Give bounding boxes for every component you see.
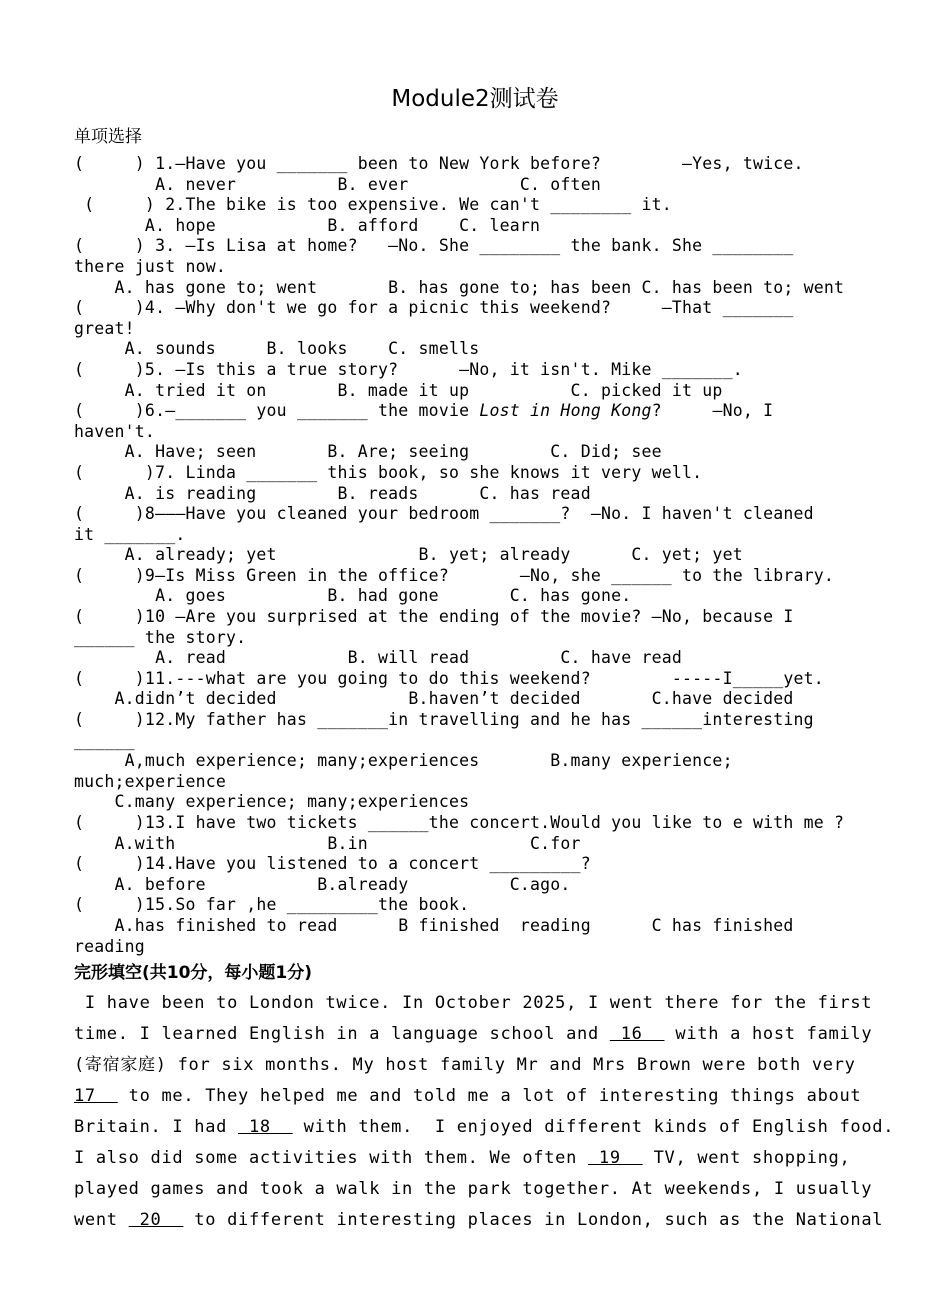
passage-line: (寄宿家庭) for six months. My host family Mr and Mrs Brown were both very — [74, 1055, 856, 1075]
passage-text: I also did some activities with them. We often — [74, 1148, 588, 1168]
question-9-options: A. goes B. had gone C. has gone. — [74, 586, 632, 606]
question-13-options: A.with B.in C.for — [74, 833, 581, 853]
question-8-options: A. already; yet B. yet; already C. yet; yet — [74, 545, 743, 565]
question-6-text: ( )6.—_______ you _______ the movie — [74, 401, 480, 421]
question-6 — [74, 401, 874, 422]
question-1: ( ) 1.—Have you _______ been to New York before? —Yes, twice. — [74, 154, 804, 173]
passage-text: Britain. I had — [74, 1117, 239, 1137]
question-5-options: A. tried it on B. made it up C. picked it up — [74, 380, 723, 400]
movie-title: Lost in Hong Kong — [479, 401, 652, 421]
blank-16: 16 — [609, 1024, 665, 1044]
passage-line — [74, 1205, 884, 1236]
passage-text: to me. They helped me and told me a lot of interesting things about — [117, 1086, 862, 1106]
question-11-options: A.didn’t decided B.haven’t decided C.have decided — [74, 689, 794, 709]
page-title: Module2测试卷 — [391, 86, 559, 112]
question-12: ( )12.My father has _______in travelling and he has ______interesting — [74, 710, 814, 730]
question-4: ( )4. —Why don't we go for a picnic this weekend? —That _______ — [74, 298, 794, 318]
question-6-continued: haven't. — [74, 421, 156, 441]
section-heading-cloze: 完形填空(共10分，每小题1分) — [74, 963, 313, 983]
question-10-continued: ______ the story. — [74, 627, 247, 647]
question-3-continued: there just now. — [74, 256, 227, 276]
blank-17: 17 — [74, 1086, 118, 1106]
question-4-options: A. sounds B. looks C. smells — [74, 339, 480, 359]
question-15-options: A.has finished to read B finished reading C has finished — [74, 915, 794, 935]
passage-line: played games and took a walk in the park together. At weekends, I usually — [74, 1179, 873, 1199]
passage-text: to different interesting places in London, such as the National — [183, 1210, 884, 1230]
question-1-options: A. never B. ever C. often — [74, 174, 601, 194]
question-list — [74, 154, 874, 957]
question-6-options: A. Have; seen B. Are; seeing C. Did; see — [74, 442, 662, 462]
question-14-options: A. before B.already C.ago. — [74, 874, 571, 894]
passage-text: TV, went shopping, — [642, 1148, 851, 1168]
question-3-options: A. has gone to; went B. has gone to; has been C. has been to; went — [74, 277, 845, 297]
question-3: ( ) 3. —Is Lisa at home? —No. She ________ the bank. She ________ — [74, 236, 794, 256]
passage-line — [74, 1112, 895, 1143]
question-7-options: A. is reading B. reads C. has read — [74, 483, 591, 503]
question-6-text-end: ? —No, I — [651, 401, 774, 421]
passage-line — [74, 1081, 874, 1112]
passage-text: went — [74, 1210, 129, 1230]
passage-line — [74, 1019, 874, 1050]
question-15-options-continued: reading — [74, 936, 145, 956]
question-12-continued: ______ — [74, 730, 135, 750]
blank-18: 18 — [238, 1117, 293, 1137]
question-12-options-a: A,much experience; many;experiences B.many experience; — [74, 751, 733, 771]
blank-19: 19 — [587, 1148, 643, 1168]
question-2: ( ) 2.The bike is too expensive. We can't ________ it. — [74, 195, 672, 215]
question-13: ( )13.I have two tickets ______the concert.Would you like to e with me ? — [74, 813, 845, 832]
question-12-options-c: C.many experience; many;experiences — [74, 792, 470, 812]
passage-text: with a host family — [664, 1024, 873, 1044]
question-8: ( )8———Have you cleaned your bedroom _______? —No. I haven't cleaned — [74, 504, 814, 524]
passage-line — [74, 1143, 874, 1174]
question-10: ( )10 —Are you surprised at the ending of the movie? —No, because I — [74, 607, 794, 627]
cloze-passage — [74, 988, 895, 1236]
question-8-continued: it _______. — [74, 524, 186, 544]
question-9: ( )9—Is Miss Green in the office? —No, she ______ to the library. — [74, 565, 835, 585]
question-2-options: A. hope B. afford C. learn — [74, 215, 541, 235]
question-7: ( )7. Linda _______ this book, so she knows it very well. — [74, 462, 703, 482]
passage-text: with them. I enjoyed different kinds of English food. — [292, 1117, 895, 1137]
question-5: ( )5. —Is this a true story? —No, it isn't. Mike _______. — [74, 359, 743, 379]
question-11: ( )11.---what are you going to do this weekend? -----I_____yet. — [74, 668, 824, 688]
question-14: ( )14.Have you listened to a concert _________? — [74, 854, 591, 874]
question-15: ( )15.So far ,he _________the book. — [74, 895, 470, 915]
blank-20: 20 — [128, 1210, 184, 1230]
passage-text: time. I learned English in a language school and — [74, 1024, 610, 1044]
question-12-options-b: much;experience — [74, 771, 227, 791]
question-4-continued: great! — [74, 318, 135, 338]
passage-line: I have been to London twice. In October 2025, I went there for the first — [74, 993, 873, 1013]
question-10-options: A. read B. will read C. have read — [74, 648, 683, 668]
section-heading-single-choice: 单项选择 — [74, 127, 142, 147]
